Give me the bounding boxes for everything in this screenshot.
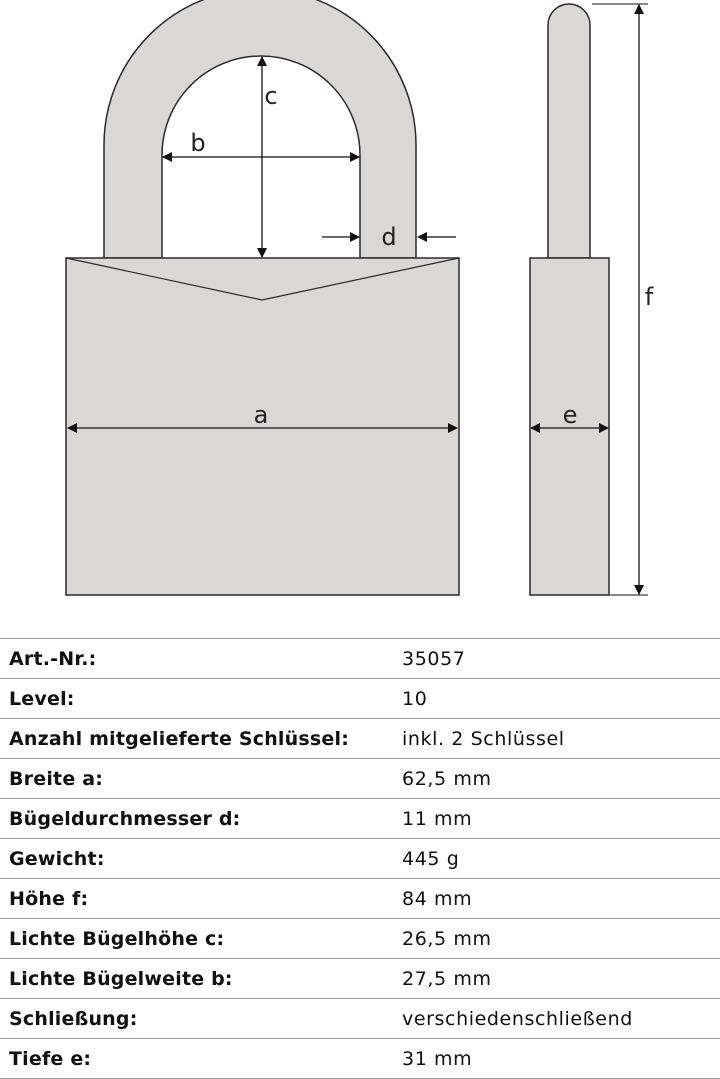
spec-row bbox=[0, 799, 720, 839]
padlock-front-view bbox=[66, 0, 459, 595]
spec-value: 84 mm bbox=[402, 879, 720, 919]
spec-label: Breite a: bbox=[0, 759, 402, 799]
spec-value: 35057 bbox=[402, 639, 720, 679]
spec-value: verschiedenschließend bbox=[402, 999, 720, 1039]
spec-row bbox=[0, 679, 720, 719]
spec-value: 62,5 mm bbox=[402, 759, 720, 799]
spec-value: 31 mm bbox=[402, 1039, 720, 1079]
spec-label: Bügeldurchmesser d: bbox=[0, 799, 402, 839]
shackle-side bbox=[548, 4, 590, 258]
spec-label: Schließung: bbox=[0, 999, 402, 1039]
spec-row bbox=[0, 879, 720, 919]
spec-label: Gewicht: bbox=[0, 839, 402, 879]
spec-value: 26,5 mm bbox=[402, 919, 720, 959]
spec-row bbox=[0, 639, 720, 679]
spec-row bbox=[0, 959, 720, 999]
padlock-side-view bbox=[530, 4, 654, 595]
spec-label: Lichte Bügelweite b: bbox=[0, 959, 402, 999]
dimension-b-label: b bbox=[190, 129, 206, 157]
spec-label: Anzahl mitgelieferte Schlüssel: bbox=[0, 719, 402, 759]
specification-table-body bbox=[0, 639, 720, 1079]
spec-label: Lichte Bügelhöhe c: bbox=[0, 919, 402, 959]
spec-row bbox=[0, 719, 720, 759]
spec-row bbox=[0, 999, 720, 1039]
spec-row bbox=[0, 839, 720, 879]
specification-table bbox=[0, 638, 720, 1079]
shackle-front bbox=[104, 0, 416, 258]
dimension-c-label: c bbox=[264, 82, 278, 110]
spec-row bbox=[0, 919, 720, 959]
spec-row bbox=[0, 759, 720, 799]
spec-value: 445 g bbox=[402, 839, 720, 879]
dimension-d-label: d bbox=[381, 223, 397, 251]
spec-value: 11 mm bbox=[402, 799, 720, 839]
spec-label: Tiefe e: bbox=[0, 1039, 402, 1079]
spec-row bbox=[0, 1039, 720, 1079]
spec-value: 27,5 mm bbox=[402, 959, 720, 999]
spec-label: Level: bbox=[0, 679, 402, 719]
spec-label: Art.-Nr.: bbox=[0, 639, 402, 679]
dimension-a-label: a bbox=[253, 401, 269, 429]
dimension-e-label: e bbox=[562, 401, 578, 429]
spec-value: inkl. 2 Schlüssel bbox=[402, 719, 720, 759]
spec-value: 10 bbox=[402, 679, 720, 719]
spec-label: Höhe f: bbox=[0, 879, 402, 919]
dimension-f-label: f bbox=[644, 283, 654, 311]
